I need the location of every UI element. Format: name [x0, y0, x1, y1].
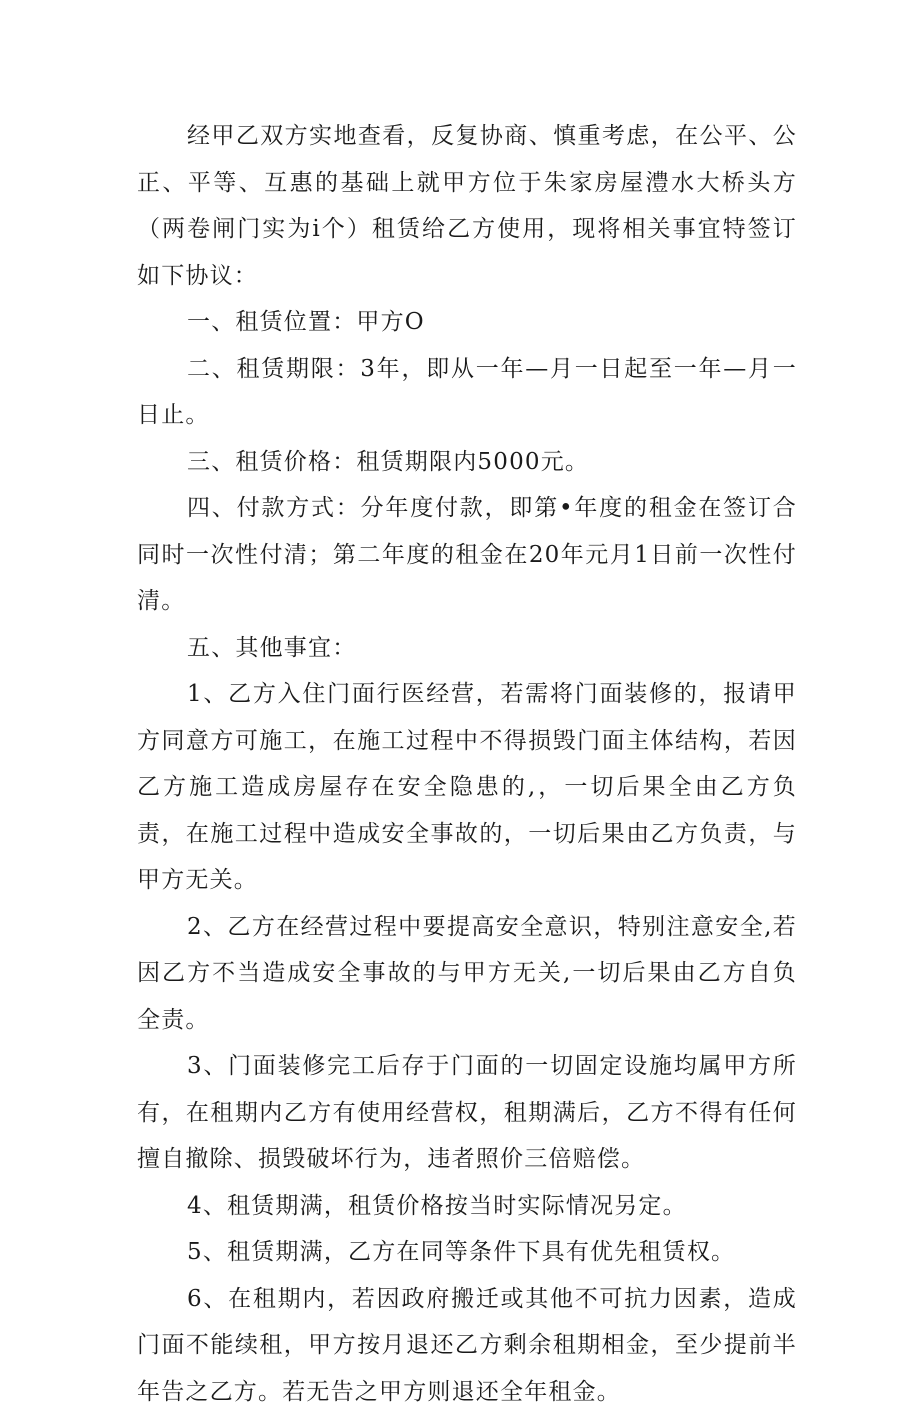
intro-paragraph: 经甲乙双方实地查看，反复协商、慎重考虑，在公平、公正、平等、互惠的基础上就甲方位于朱家房屋澧水大桥头方（两卷闸门实为i个）租赁给乙方使用，现将相关事宜特签订如下协议：	[137, 113, 797, 299]
clause-lease-price: 三、租赁价格：租赁期限内5000元。	[137, 439, 797, 486]
item-safety: 2、乙方在经营过程中要提高安全意识，特别注意安全,若因乙方不当造成安全事故的与甲方无关,一切后果由乙方自负全责。	[137, 904, 797, 1044]
document-body	[137, 113, 797, 1415]
clause-lease-location: 一、租赁位置：甲方O	[137, 299, 797, 346]
item-fixed-facilities: 3、门面装修完工后存于门面的一切固定设施均属甲方所有，在租期内乙方有使用经营权，租期满后，乙方不得有任何擅自撤除、损毁破坏行为，违者照价三倍赔偿。	[137, 1043, 797, 1183]
item-priority-lease: 5、租赁期满，乙方在同等条件下具有优先租赁权。	[137, 1229, 797, 1276]
item-price-renewal: 4、租赁期满，租赁价格按当时实际情况另定。	[137, 1183, 797, 1230]
clause-payment-method: 四、付款方式：分年度付款，即第•年度的租金在签订合同时一次性付清；第二年度的租金在20年元月1日前一次性付清。	[137, 485, 797, 625]
clause-other-matters: 五、其他事宜：	[137, 625, 797, 672]
item-renovation: 1、乙方入住门面行医经营，若需将门面装修的，报请甲方同意方可施工，在施工过程中不得损毁门面主体结构，若因乙方施工造成房屋存在安全隐患的,，一切后果全由乙方负责，在施工过程中造成安全事故的，一切后果由乙方负责，与甲方无关。	[137, 671, 797, 904]
clause-lease-term: 二、租赁期限：3年，即从一年—月一日起至一年—月一日止。	[137, 346, 797, 439]
item-force-majeure: 6、在租期内，若因政府搬迁或其他不可抗力因素，造成门面不能续租，甲方按月退还乙方剩余租期相金，至少提前半年告之乙方。若无告之甲方则退还全年租金。	[137, 1276, 797, 1415]
